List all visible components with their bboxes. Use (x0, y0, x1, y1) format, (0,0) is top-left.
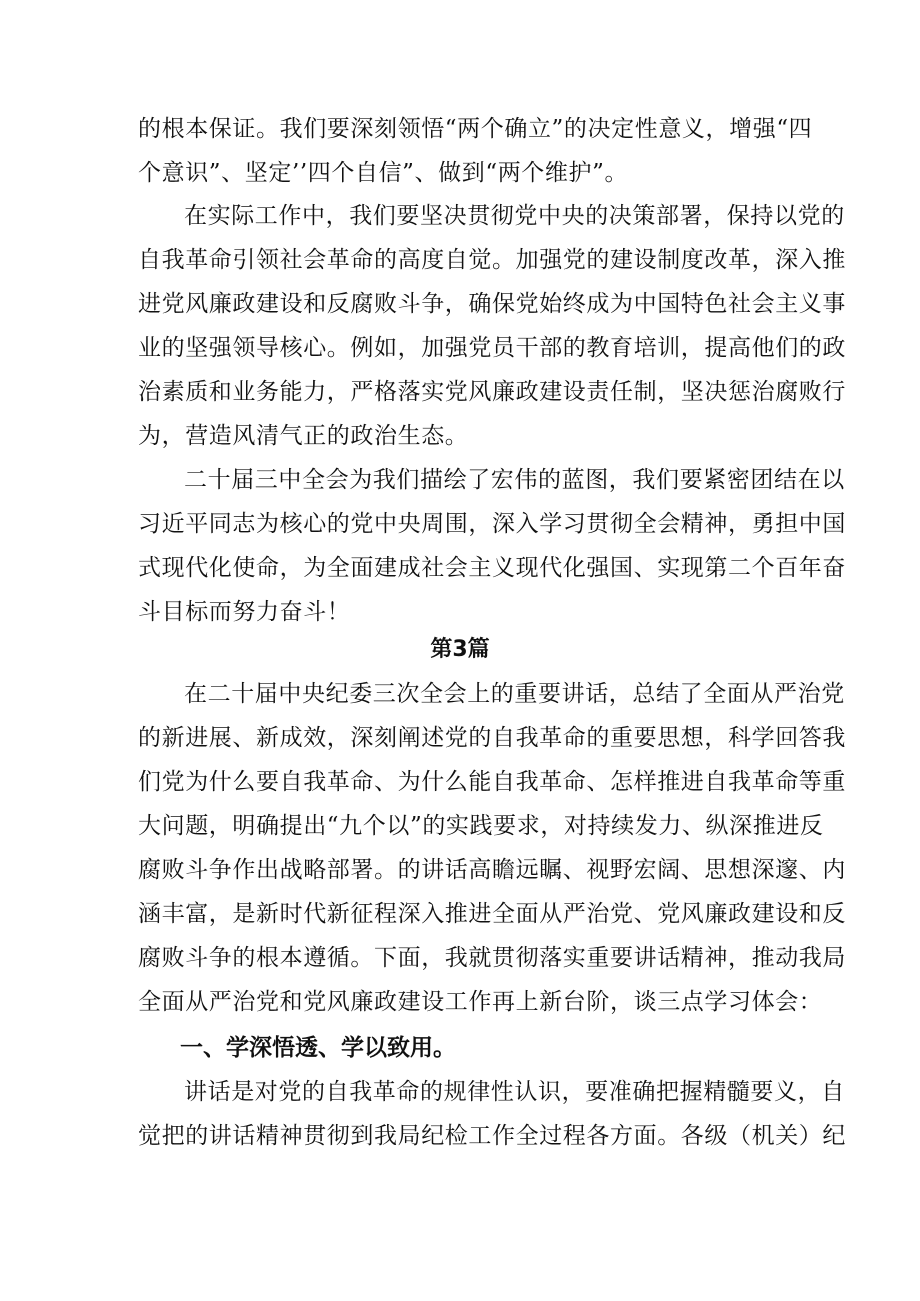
paragraph-1-line-2: 个意识”、坚定’’四个自信”、做到“两个维护”。 (138, 160, 629, 186)
paragraph-4-line-8: 全面从严治党和党风廉政建设工作再上新台阶，谈三点学习体会： (138, 989, 823, 1015)
paragraph-4-line-7: 腐败斗争的根本遵循。下面，我就贯彻落实重要讲话精神，推动我局 (138, 945, 846, 971)
paragraph-4-line-4: 大问题，明确提出“九个以”的实践要求，对持续发力、纵深推进反 (138, 813, 824, 839)
paragraph-2-line-1: 在实际工作中，我们要坚决贯彻党中央的决策部署，保持以党的 (184, 203, 845, 229)
paragraph-4-line-2: 的新进展、新成效，深刻阐述党的自我革命的重要思想，科学回答我 (138, 725, 846, 751)
paragraph-4-line-1: 在二十届中央纪委三次全会上的重要讲话，总结了全面从严治党 (184, 681, 845, 707)
paragraph-3-line-4: 斗目标而努力奋斗！ (138, 599, 351, 625)
paragraph-5-line-2: 觉把的讲话精神贯彻到我局纪检工作全过程各方面。各级（机关）纪 (138, 1123, 846, 1149)
section-heading-1: 一、学深悟透、学以致用。 (180, 1035, 456, 1061)
section-title: 第3篇 (430, 637, 490, 662)
paragraph-4-line-6: 涵丰富，是新时代新征程深入推进全面从严治党、党风廉政建设和反 (138, 901, 846, 927)
paragraph-2-line-2: 自我革命引领社会革命的高度自觉。加强党的建设制度改革，深入推 (138, 247, 846, 273)
paragraph-2-line-3: 进党风廉政建设和反腐败斗争，确保党始终成为中国特色社会主义事 (138, 291, 846, 317)
paragraph-3-line-1: 二十届三中全会为我们描绘了宏伟的蓝图，我们要紧密团结在以 (184, 467, 845, 493)
paragraph-4-line-3: 们党为什么要自我革命、为什么能自我革命、怎样推进自我革命等重 (138, 769, 846, 795)
paragraph-2-line-6: 为，营造风清气正的政治生态。 (138, 423, 469, 449)
paragraph-3-line-3: 式现代化使命，为全面建成社会主义现代化强国、实现第二个百年奋 (138, 555, 846, 581)
paragraph-5-line-1: 讲话是对党的自我革命的规律性认识，要准确把握精髓要义，自 (184, 1079, 845, 1105)
paragraph-1-line-1: 的根本保证。我们要深刻领悟“两个确立”的决定性意义，增强“四 (138, 116, 813, 142)
paragraph-4-line-5: 腐败斗争作出战略部署。的讲话高瞻远瞩、视野宏阔、思想深邃、内 (138, 857, 846, 883)
paragraph-2-line-5: 治素质和业务能力，严格落实党风廉政建设责任制，坚决惩治腐败行 (138, 379, 846, 405)
paragraph-3-line-2: 习近平同志为核心的党中央周围，深入学习贯彻全会精神，勇担中国 (138, 511, 846, 537)
paragraph-2-line-4: 业的坚强领导核心。例如，加强党员干部的教育培训，提高他们的政 (138, 335, 846, 361)
